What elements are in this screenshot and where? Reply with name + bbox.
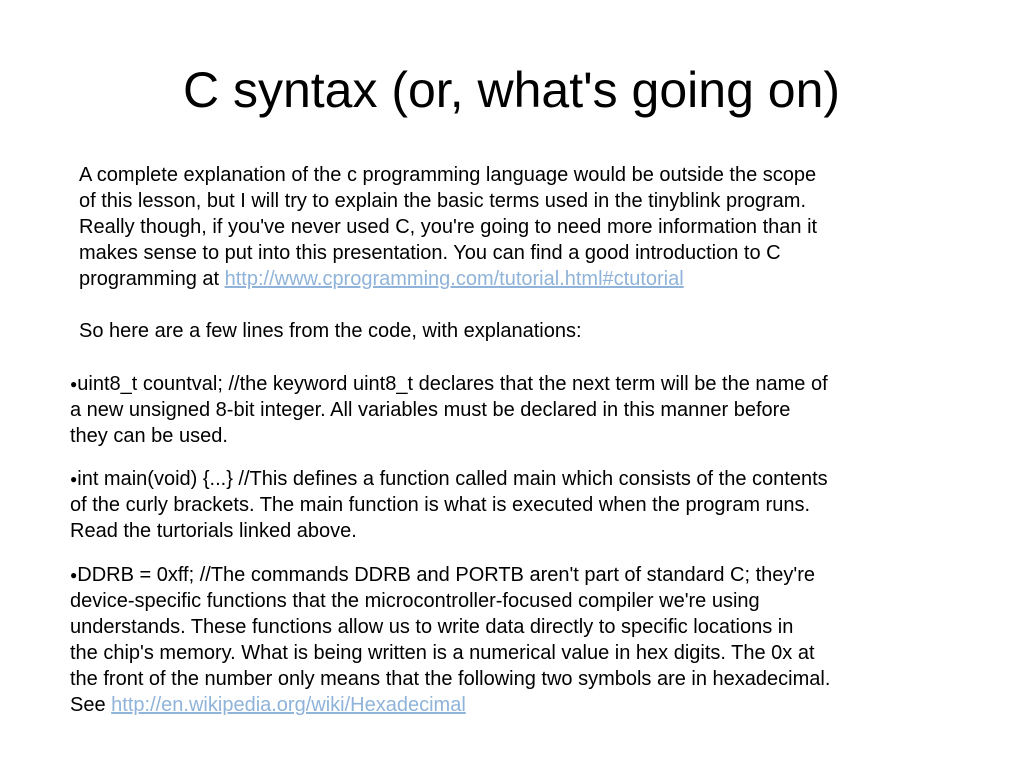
bullet-text: int main(void) {...} //This defines a function called main which consists of the contents [77, 468, 828, 490]
bullet-text: uint8_t countval; //the keyword uint8_t declares that the next term will be the name of [77, 373, 828, 395]
bullet-line: of the curly brackets. The main function is what is executed when the program runs. [70, 494, 810, 516]
slide-title: C syntax (or, what's going on) [182, 62, 841, 118]
bullet-line [70, 372, 828, 396]
bullet-line: device-specific functions that the microcontroller-focused compiler we're using [70, 590, 760, 612]
explanations-intro: So here are a few lines from the code, with explanations: [79, 320, 582, 342]
bullet-line: they can be used. [70, 425, 228, 447]
bullet-text: DDRB = 0xff; //The commands DDRB and PORTB aren't part of standard C; they're [77, 564, 816, 586]
cprogramming-tutorial-link[interactable]: http://www.cprogramming.com/tutorial.html#ctutorial [224, 268, 684, 290]
intro-line: Really though, if you've never used C, you're going to need more information than it [79, 216, 818, 238]
bullet-line: a new unsigned 8-bit integer. All variables must be declared in this manner before [70, 399, 791, 421]
bullet-line: Read the turtorials linked above. [70, 520, 357, 542]
bullet-line [70, 693, 466, 717]
bullet-dot-icon: ● [70, 472, 78, 486]
intro-line: A complete explanation of the c programming language would be outside the scope [79, 164, 817, 186]
bullet-text: See [70, 694, 112, 716]
bullet-dot-icon: ● [70, 377, 78, 391]
bullet-dot-icon: ● [70, 568, 78, 582]
hexadecimal-wikipedia-link[interactable]: http://en.wikipedia.org/wiki/Hexadecimal [111, 694, 466, 716]
bullet-line [70, 467, 828, 491]
bullet-line: the chip's memory. What is being written is a numerical value in hex digits. The 0x at [70, 642, 815, 664]
intro-line: makes sense to put into this presentation. You can find a good introduction to C [79, 242, 781, 264]
bullet-line: understands. These functions allow us to write data directly to specific locations in [70, 616, 794, 638]
bullet-line [70, 563, 815, 587]
bullet-line: the front of the number only means that the following two symbols are in hexadecimal. [70, 668, 831, 690]
intro-line: of this lesson, but I will try to explain the basic terms used in the tinyblink program. [79, 190, 807, 212]
intro-line-text: programming at [79, 268, 225, 290]
intro-line [79, 267, 684, 291]
